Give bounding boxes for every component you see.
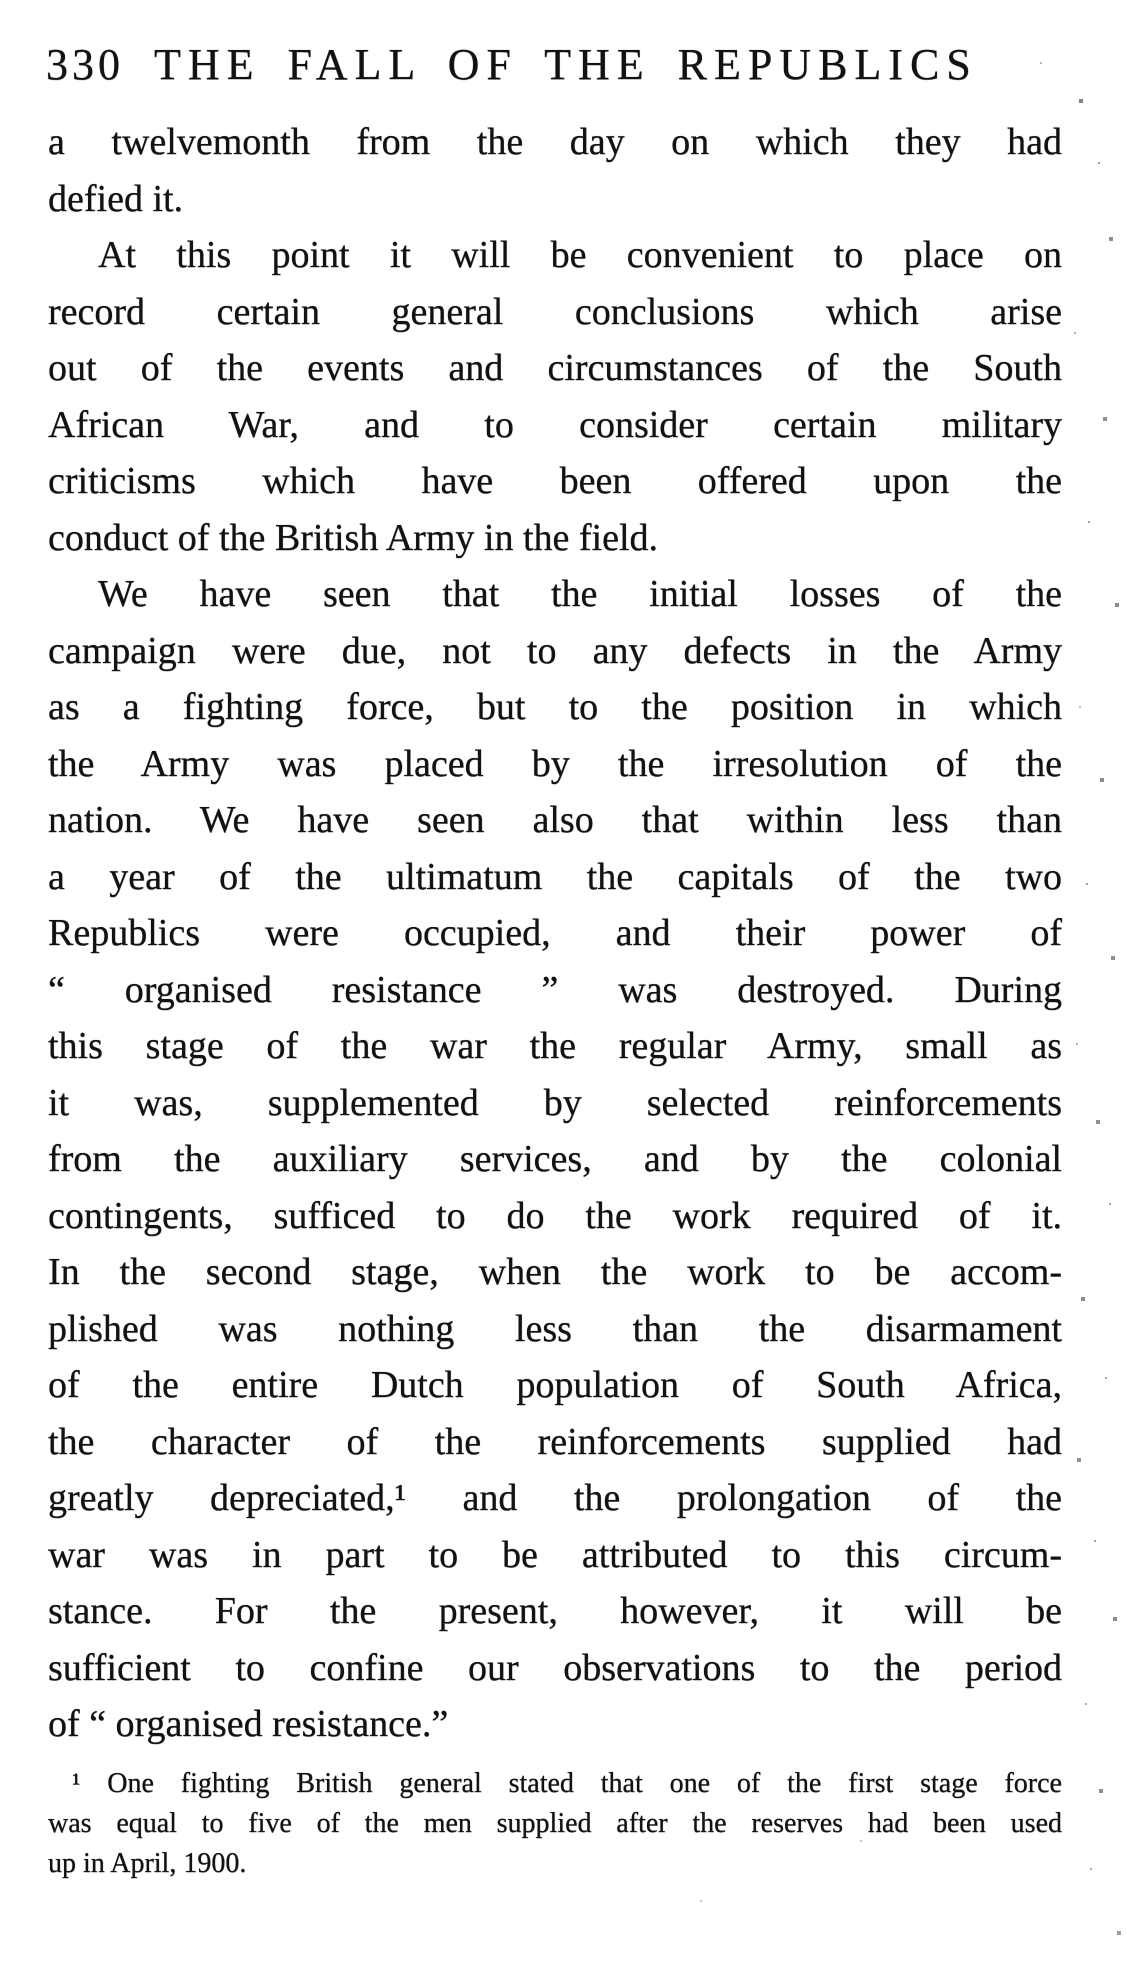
text-line: contingents, sufficed to do the work required of it. — [48, 1194, 1062, 1237]
text-line: sufficient to confine our observations to the period — [48, 1646, 1062, 1689]
text-line: criticisms which have been offered upon the — [48, 460, 1062, 502]
text-line: stance. For the present, however, it will be — [48, 1590, 1062, 1632]
text-line: conduct of the British Army in the field. — [48, 516, 659, 559]
text-line: a year of the ultimatum the capitals of the two — [48, 855, 1062, 898]
paragraph — [48, 227, 1062, 566]
text-line: At this point it will be convenient to place on — [98, 234, 1062, 276]
body-text — [48, 114, 1062, 1753]
text-line: plished was nothing less than the disarmament — [48, 1307, 1062, 1350]
text-line: nation. We have seen also that within less than — [48, 799, 1062, 841]
text-line: greatly depreciated,¹ and the prolongation of the — [48, 1477, 1062, 1519]
text-line: “ organised resistance ” was destroyed. During — [48, 968, 1062, 1011]
text-line: out of the events and circumstances of the South — [48, 347, 1062, 389]
text-line: of “ organised resistance.” — [48, 1703, 449, 1745]
text-line: as a fighting force, but to the position in which — [48, 686, 1062, 728]
text-line: from the auxiliary services, and by the colonial — [48, 1138, 1062, 1180]
text-line: In the second stage, when the work to be accom- — [48, 1251, 1062, 1293]
scan-noise-specks — [0, 0, 2, 2]
text-line: it was, supplemented by selected reinforcements — [48, 1081, 1062, 1124]
footnote — [48, 1764, 1062, 1884]
page-number: 330 — [46, 40, 124, 89]
running-head — [46, 40, 1067, 90]
text-line: Republics were occupied, and their power of — [48, 912, 1062, 954]
footnote-line: ¹ One fighting British general stated that one of the first stage force — [72, 1768, 1062, 1799]
text-line: defied it. — [48, 177, 184, 220]
paragraph — [48, 566, 1062, 1753]
text-line: record certain general conclusions which arise — [48, 290, 1062, 333]
footnote-line: up in April, 1900. — [48, 1848, 247, 1879]
text-line: African War, and to consider certain military — [48, 403, 1062, 446]
text-line: this stage of the war the regular Army, small as — [48, 1025, 1062, 1067]
text-line: campaign were due, not to any defects in the Army — [48, 629, 1062, 672]
text-line: of the entire Dutch population of South Africa, — [48, 1364, 1062, 1406]
text-line: the character of the reinforcements supplied had — [48, 1420, 1062, 1463]
text-line: war was in part to be attributed to this circum- — [48, 1533, 1062, 1576]
paragraph — [48, 114, 1062, 227]
text-line: a twelvemonth from the day on which they had — [48, 121, 1062, 163]
text-line: We have seen that the initial losses of the — [98, 573, 1062, 615]
running-title: THE FALL OF THE REPUBLICS — [154, 40, 978, 89]
footnote-line: was equal to five of the men supplied after the reserves had been used — [48, 1808, 1062, 1839]
text-line: the Army was placed by the irresolution of the — [48, 742, 1062, 785]
